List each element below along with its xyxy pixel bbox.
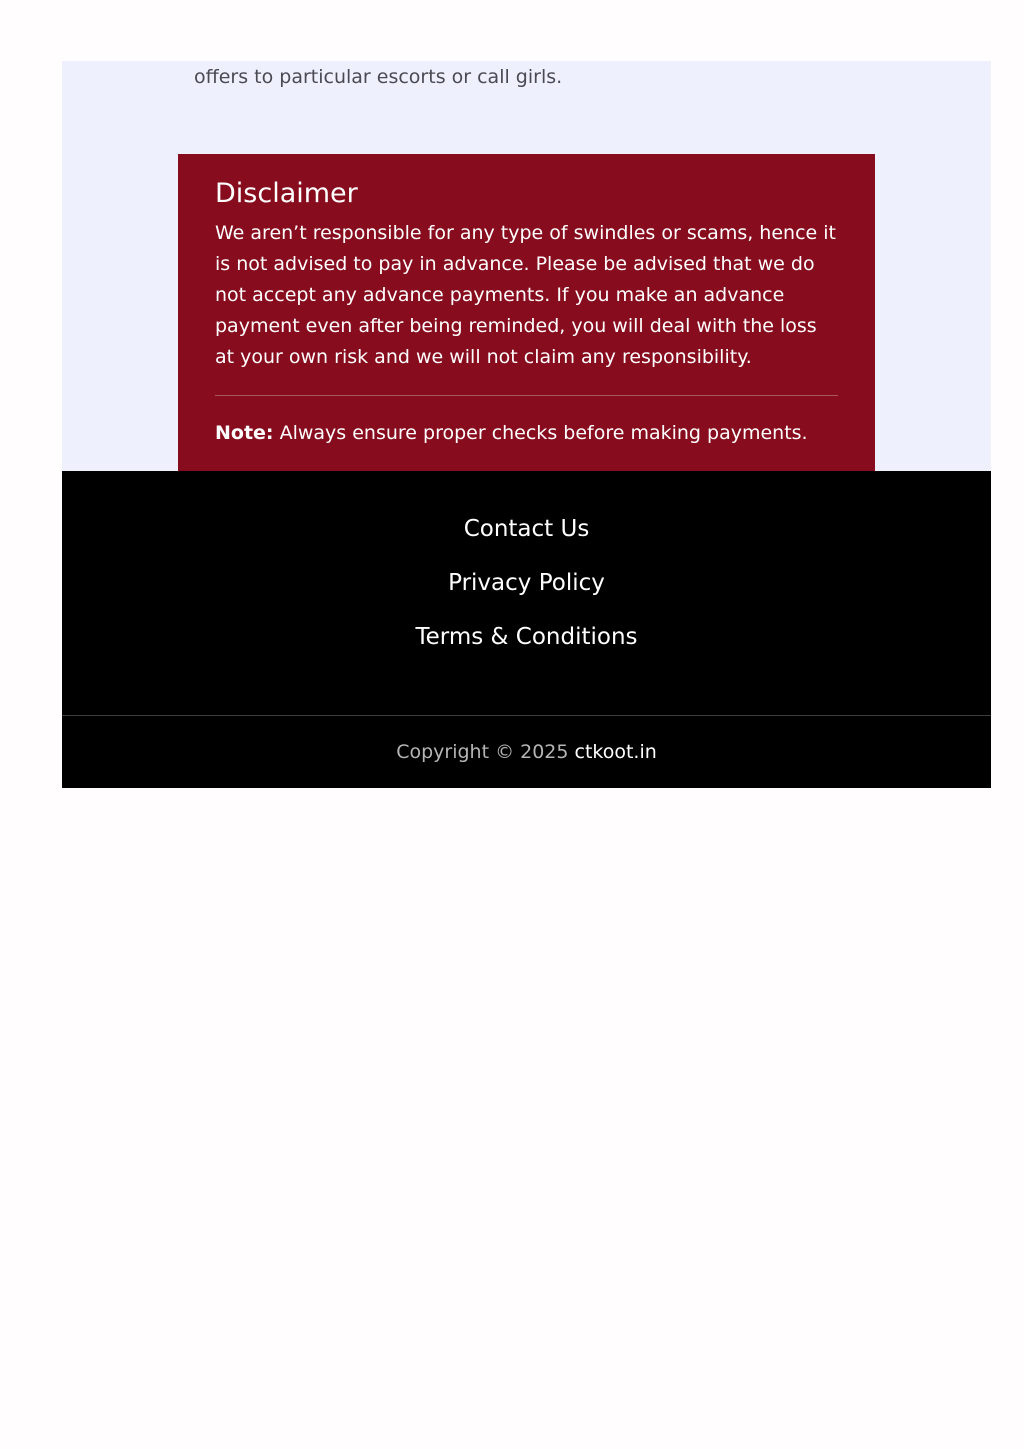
intro-text: offers to particular escorts or call girls. (194, 66, 563, 88)
note-text: Always ensure proper checks before making payments. (273, 422, 808, 444)
copyright-text: Copyright © 2025 (396, 741, 575, 763)
content-section (62, 61, 991, 471)
disclaimer-divider (215, 395, 838, 396)
contact-us-link[interactable]: Contact Us (463, 516, 590, 542)
footer-divider (62, 715, 991, 716)
footer (62, 471, 991, 788)
disclaimer-box (178, 154, 875, 471)
disclaimer-note (215, 418, 838, 448)
copyright (62, 738, 991, 766)
terms-conditions-link[interactable]: Terms & Conditions (415, 624, 638, 650)
note-label: Note: (215, 422, 274, 444)
disclaimer-title: Disclaimer (215, 178, 358, 209)
disclaimer-body: We aren’t responsible for any type of swindles or scams, hence it is not advised to pay in advance. Please be advised that we do not accept any advance payments. If you make an advance payment even after being reminded, you will deal with the loss at your own risk and we will not claim any responsibility. (215, 222, 836, 368)
privacy-policy-link[interactable]: Privacy Policy (448, 570, 605, 596)
site-link[interactable]: ctkoot.in (574, 741, 657, 763)
footer-nav (62, 511, 991, 673)
